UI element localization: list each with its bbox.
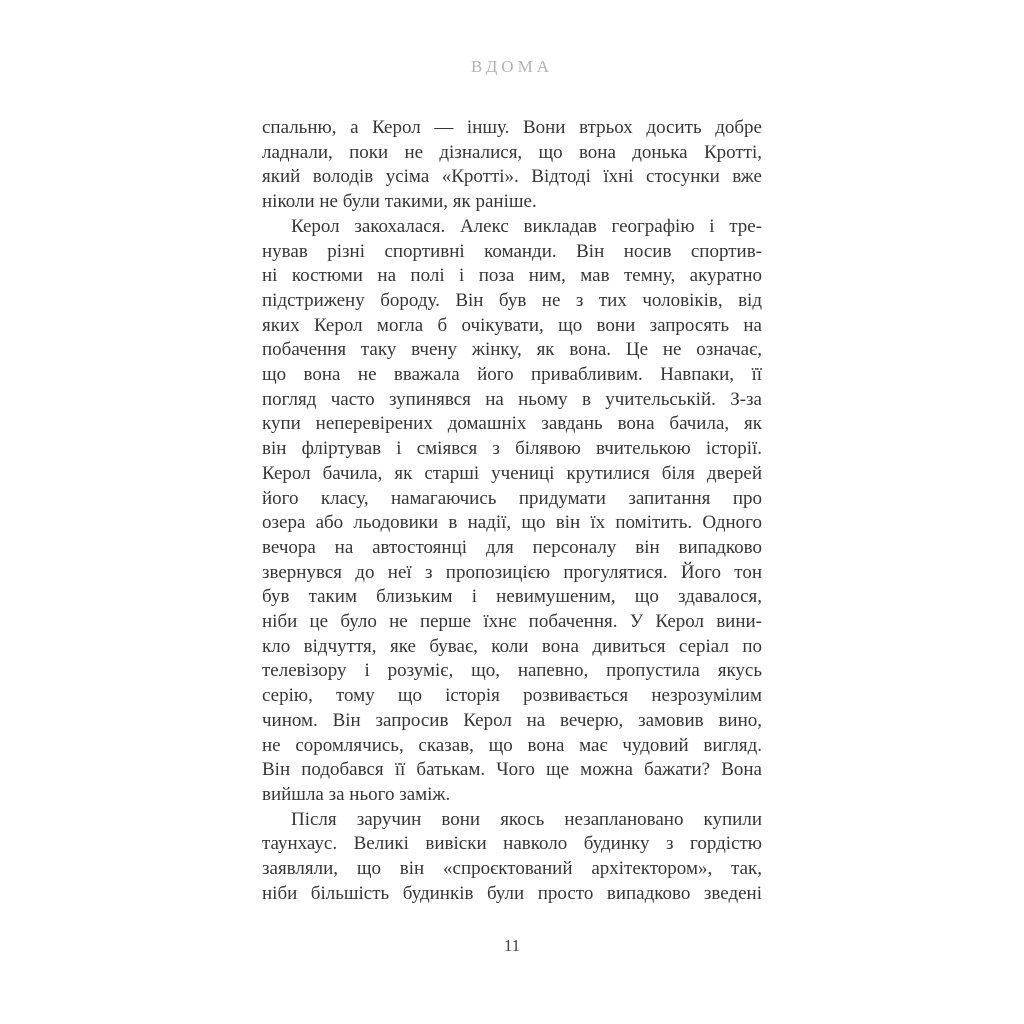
text-line: був таким близьким і невимушеним, що здавалося, — [262, 586, 762, 608]
text-line: Керол закохалася. Алекс викладав географію і тре- — [291, 215, 762, 237]
body-text — [262, 116, 762, 907]
text-line: чином. Він запросив Керол на вечерю, замовив вино, — [262, 709, 762, 731]
text-line: ні костюми на полі і поза ним, мав темну, акуратно — [262, 265, 762, 287]
text-line: вечора на автостоянці для персоналу він випадково — [262, 536, 762, 558]
text-line: його класу, намагаючись придумати запитання про — [262, 487, 762, 509]
text-line: Він подобався її батькам. Чого ще можна бажати? Вона — [262, 759, 762, 781]
text-line: Керол бачила, як старші учениці крутилися біля дверей — [262, 462, 762, 484]
text-line: підстрижену бороду. Він був не з тих чоловіків, від — [262, 289, 762, 311]
text-line: звернувся до неї з пропозицією прогулятися. Його тон — [262, 561, 762, 583]
text-line: таунхаус. Великі вивіски навколо будинку з гордістю — [262, 833, 762, 855]
text-line: ніколи не були такими, як раніше. — [262, 191, 537, 213]
text-line: який володів усіма «Кротті». Відтоді їхні стосунки вже — [262, 166, 762, 188]
text-line: ніби це було не перше їхнє побачення. У Керол вини- — [262, 611, 762, 633]
page-number: 11 — [503, 936, 521, 955]
text-line: погляд часто зупинявся на ньому в учительській. З-за — [262, 388, 762, 410]
text-line: серію, тому що історія розвивається незрозумілим — [262, 685, 762, 707]
text-line: він фліртував і сміявся з білявою вчителькою історії. — [262, 438, 762, 460]
text-line: що вона не вважала його привабливим. Навпаки, її — [262, 364, 762, 386]
running-header: ВДОМА — [471, 57, 553, 76]
text-line: заявляли, що він «спроєктований архітектором», так, — [262, 858, 762, 880]
text-line: побачення таку вчену жінку, як вона. Це не означає, — [262, 339, 762, 361]
text-line: телевізору і розуміє, що, напевно, пропустила якусь — [262, 660, 762, 682]
text-line: спальню, а Керол — іншу. Вони втрьох досить добре — [262, 117, 762, 138]
text-line: не соромлячись, сказав, що вона має чудовий вигляд. — [262, 734, 762, 756]
text-line: Після заручин вони якось незаплановано купили — [291, 808, 762, 830]
text-line: вийшла за нього заміж. — [262, 783, 451, 805]
text-line: яких Керол могла б очікувати, що вони запросять на — [262, 314, 762, 336]
text-line: ніби більшість будинків були просто випадково зведені — [262, 882, 762, 904]
text-line: ладнали, поки не дізналися, що вона донька Кротті, — [262, 141, 762, 163]
text-line: кло відчуття, яке буває, коли вона дивиться серіал по — [262, 635, 762, 657]
text-line: нував різні спортивні команди. Він носив спортив- — [262, 240, 762, 262]
text-line: купи неперевірених домашніх завдань вона бачила, як — [262, 413, 762, 435]
text-line: озера або льодовики в надії, що він їх помітить. Одного — [262, 512, 762, 534]
